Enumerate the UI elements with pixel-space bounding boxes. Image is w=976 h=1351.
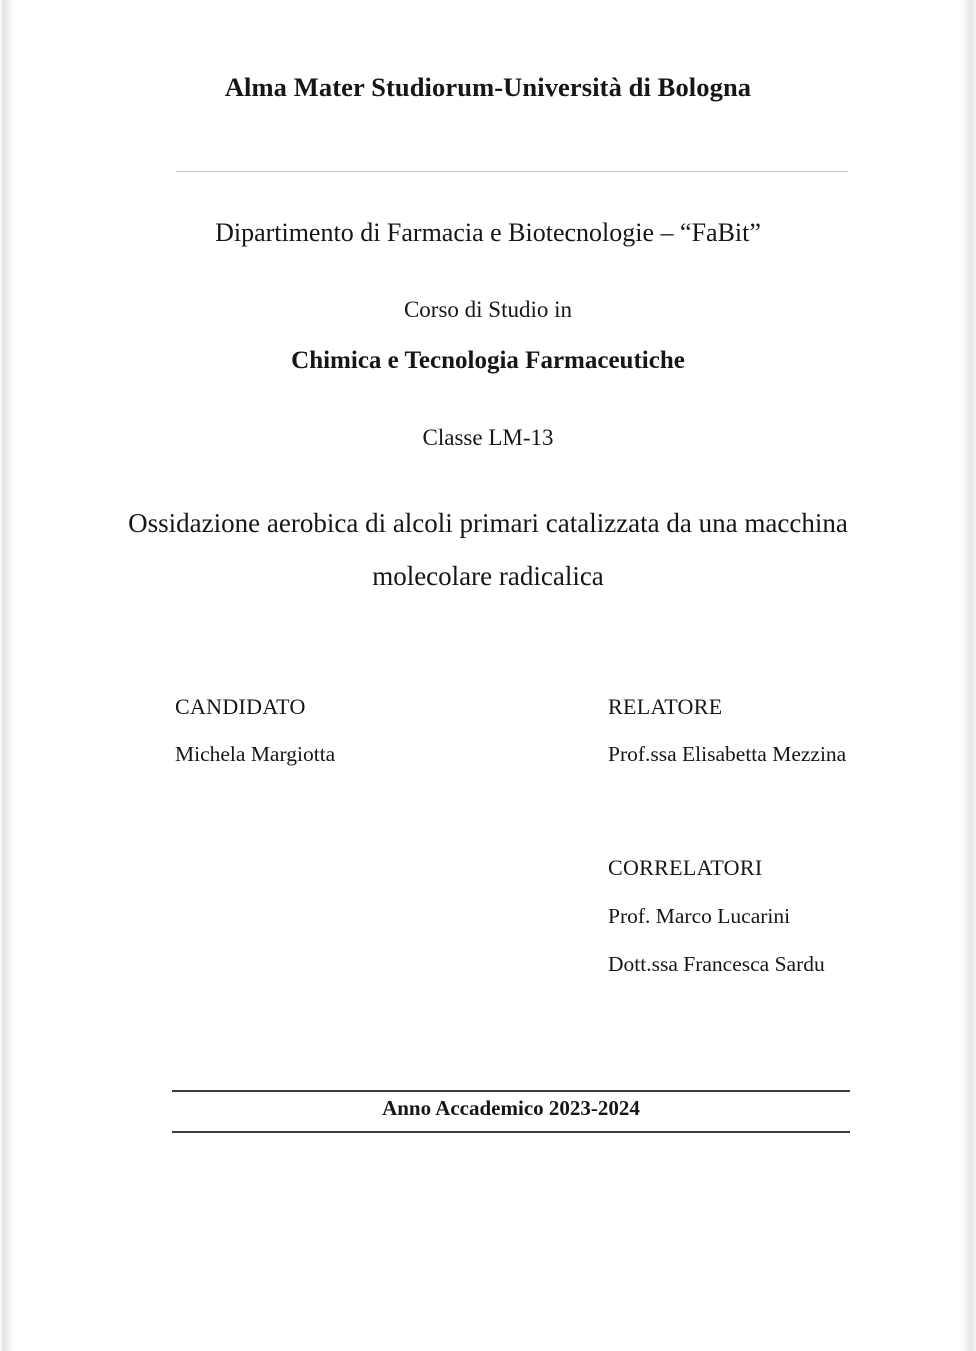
department-name: Dipartimento di Farmacia e Biotecnologie – “FaBit” [215,218,761,247]
cosupervisor-name-2: Dott.ssa Francesca Sardu [608,952,825,976]
thesis-title: Ossidazione aerobica di alcoli primari catalizzata da una macchina molecolare radicalica [128,508,848,591]
supervisor-column [608,694,968,977]
footer-rule-top [172,1090,850,1092]
supervisor-name: Prof.ssa Elisabetta Mezzina [608,742,847,766]
candidate-role-label: CANDIDATO [175,694,306,719]
class-code: Classe LM-13 [422,425,554,450]
header-divider-rule [176,171,848,172]
academic-year: Anno Accademico 2023-2024 [382,1096,640,1120]
cosupervisors-role-label: CORRELATORI [608,855,763,880]
course-name: Chimica e Tecnologia Farmaceutiche [291,347,685,374]
footer-rule-bottom [172,1131,850,1133]
candidate-name: Michela Margiotta [175,742,336,766]
supervisor-role-label: RELATORE [608,694,723,719]
university-title: Alma Mater Studiorum-Università di Bologna [224,72,752,102]
course-prefix-label: Corso di Studio in [403,297,573,322]
candidate-column [175,694,555,767]
cosupervisor-name-1: Prof. Marco Lucarini [608,904,791,928]
